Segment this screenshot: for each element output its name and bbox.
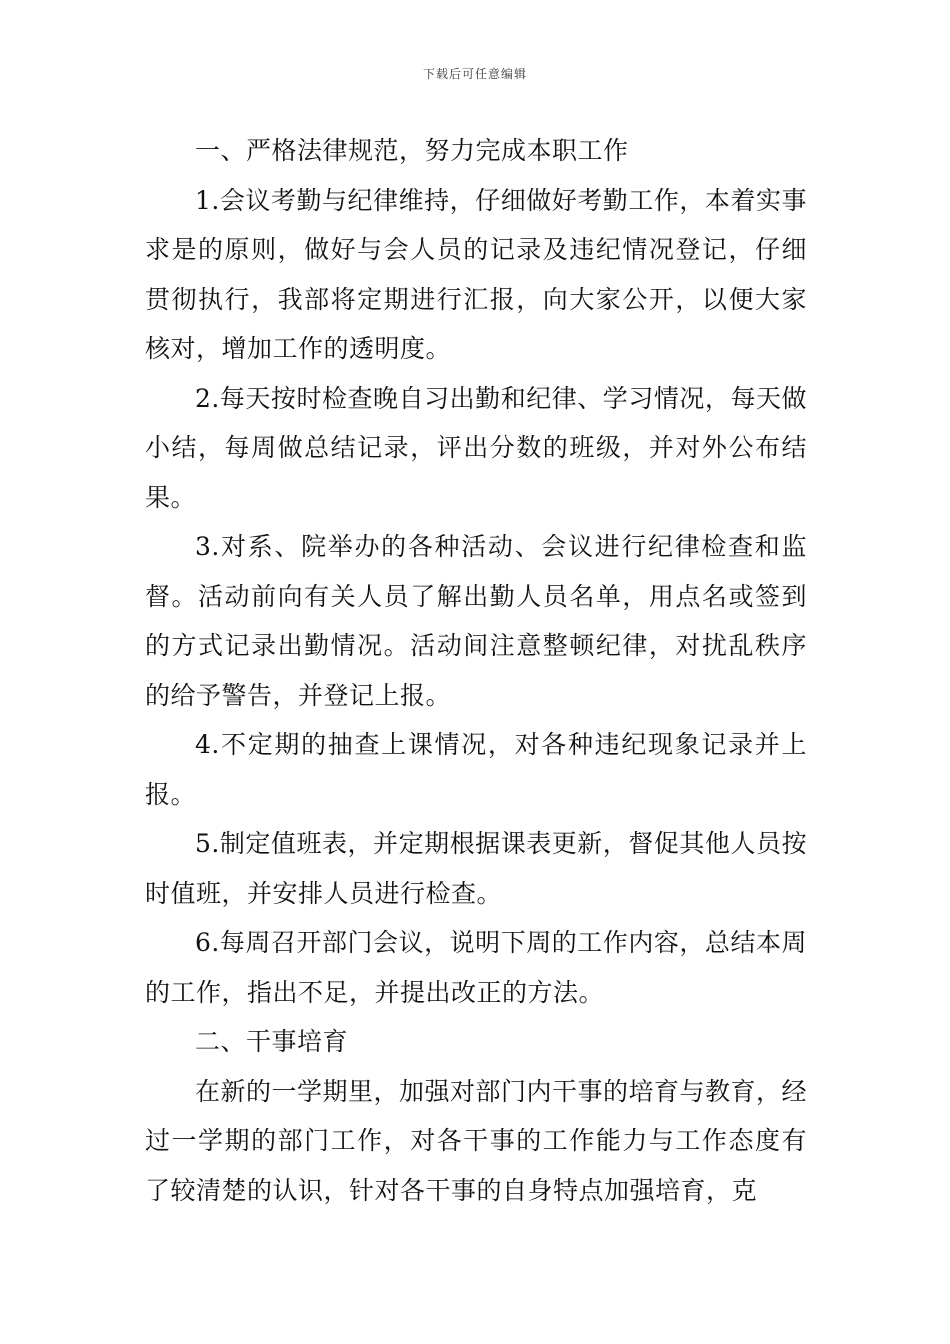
page-header-note: 下载后可任意编辑	[422, 67, 527, 81]
paragraph-item-4: 4.不定期的抽查上课情况，对各种违纪现象记录并上报。	[145, 730, 807, 809]
document-body	[145, 126, 807, 1215]
paragraph-item-3: 3.对系、院举办的各种活动、会议进行纪律检查和监督。活动前向有关人员了解出勤人员名单，用点名或签到的方式记录出勤情况。活动间注意整顿纪律，对扰乱秩序的给予警告，并登记上报。	[145, 532, 807, 710]
paragraph-item-1: 1.会议考勤与纪律维持，仔细做好考勤工作，本着实事求是的原则，做好与会人员的记录及违纪情况登记，仔细贯彻执行，我部将定期进行汇报，向大家公开，以便大家核对，增加工作的透明度。	[145, 185, 807, 363]
paragraph-item-6: 6.每周召开部门会议，说明下周的工作内容，总结本周的工作，指出不足，并提出改正的方法。	[145, 928, 807, 1007]
section-heading-1: 一、严格法律规范，努力完成本职工作	[195, 136, 629, 165]
section-heading-2: 二、干事培育	[195, 1027, 349, 1056]
paragraph-item-5: 5.制定值班表，并定期根据课表更新，督促其他人员按时值班，并安排人员进行检查。	[145, 829, 807, 908]
paragraph-item-2: 2.每天按时检查晚自习出勤和纪律、学习情况，每天做小结，每周做总结记录，评出分数的班级，并对外公布结果。	[145, 383, 807, 512]
paragraph-training: 在新的一学期里，加强对部门内干事的培育与教育，经过一学期的部门工作，对各干事的工作能力与工作态度有了较清楚的认识，针对各干事的自身特点加强培育，克	[145, 1076, 808, 1205]
